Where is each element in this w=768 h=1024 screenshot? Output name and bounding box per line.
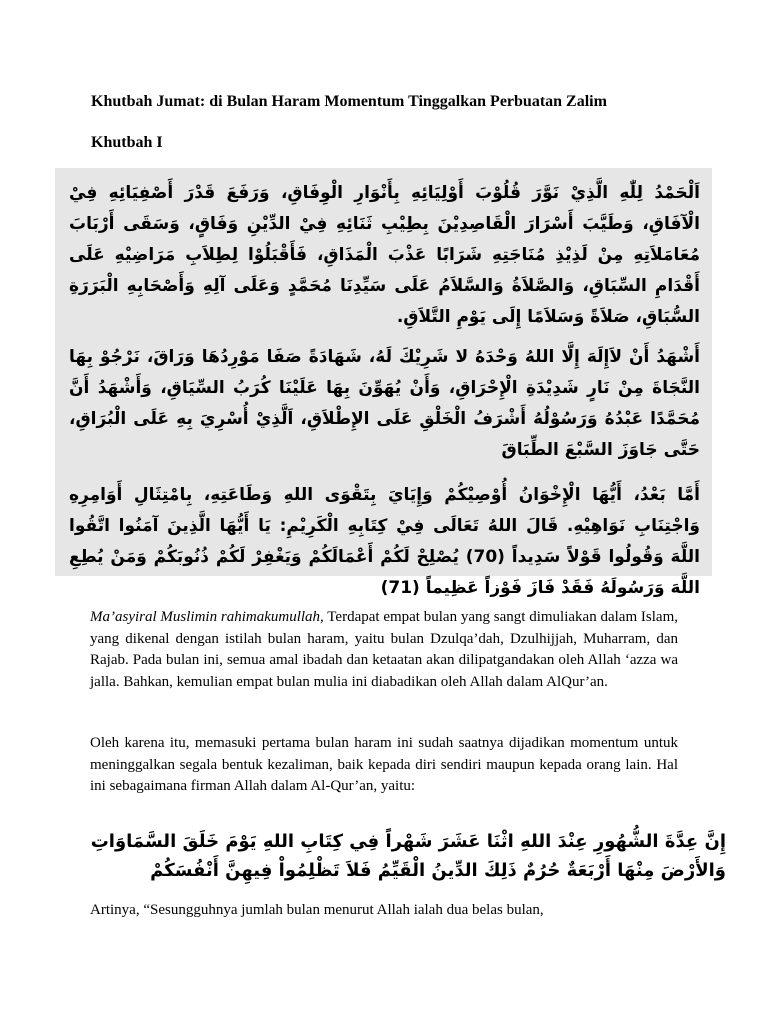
- document-title: Khutbah Jumat: di Bulan Haram Momentum Tinggalkan Perbuatan Zalim: [91, 93, 607, 110]
- quran-verse-arabic: إِنَّ عِدَّةَ الشُّهُورِ عِنْدَ اللهِ اثْنَا عَشَرَ شَهْراً فِي كِتَابِ اللهِ يَوْمَ خَلَقَ السَّمَاوَاتِ وَالأَرْضَ مِنْهَا أَرْبَعَةٌ حُرُمٌ ذَلِكَ الدِّينُ الْقَيِّمُ فَلاَ تَظْلِمُواْ فِيهِنَّ أَنْفُسَكُمْ: [90, 831, 726, 881]
- verse-translation: Artinya, “Sesungguhnya jumlah bulan menurut Allah ialah dua belas bulan,: [90, 902, 544, 918]
- paragraph-momentum: Oleh karena itu, memasuki pertama bulan haram ini sudah saatnya dijadikan momentum untuk meninggalkan segala bentuk kezaliman, baik kepada diri sendiri maupun kepada orang lain. Hal ini sebagaimana firman Allah dalam Al-Qur’an, yaitu:: [90, 735, 678, 794]
- paragraph-intro-lead: Ma’asyiral Muslimin rahimakumullah,: [90, 609, 324, 625]
- arabic-syahadat: أَشْهَدُ أَنْ لاَإِلَهَ إِلَّا اللهُ وَحْدَهُ لا شَرِيْكَ لَهُ، شَهَادَةً صَفَا مَوْرِدُهَا وَرَاقَ، نَرْجُوْ بِهَا النَّجَاةَ مِنْ نَارٍ شَدِيْدَةِ الْإِحْرَاقِ، وَأَنْ يُهَوِّنَ بِهَا عَلَيْنَا كُرَبُ السِّيَاقِ، وَأَشْهَدُ أَنَّ مُحَمَّدًا عَبْدُهُ وَرَسُوْلُهُ أَشْرَفُ الْخَلْقِ عَلَى الإِطْلاَقِ، اَلَّذِيْ أُسْرِيَ بِهِ عَلَى الْبُرَاقِ، حَتَّى جَاوَزَ السَّبْعَ الطِّبَاقَ: [69, 347, 700, 460]
- arabic-hamdalah: اَلْحَمْدُ لِلّٰهِ الَّذِيْ نَوَّرَ قُلُوْبَ أَوْلِيَائِهِ بِأَنْوَارِ الْوِفَاقِ، وَرَفَعَ قَدْرَ أَصْفِيَائِهِ فِيْ الْآفَاقِ، وَطَيَّبَ أَسْرَارَ الْقَاصِدِيْنَ بِطِيْبِ ثَنَائِهِ فِيْ الدِّيْنِ وَفَاقٍ، وَسَقَى أَرْبَابَ مُعَامَلاَتِهِ مِنْ لَذِيْذِ مُنَاجَتِهِ شَرَابًا عَذْبَ الْمَذَاقِ، فَأَقْبَلُوْا لِطِلاَبِ مَرَاضِيْهِ عَلَى أَقْدَامِ السِّبَاقِ، وَالصَّلاَةُ وَالسَّلاَمُ عَلَى سَيِّدِنَا مُحَمَّدٍ وَعَلَى آلِهِ وَأَصْحَابِهِ الْبَرَرَةِ السُّبَاقِ، صَلاَةً وَسَلاَمًا إِلَى يَوْمِ التَّلاَقِ.: [69, 183, 700, 327]
- section-heading: Khutbah I: [91, 134, 163, 151]
- paragraph-intro-body: Terdapat empat bulan yang sangt dimuliakan dalam Islam, yang dikenal dengan istilah bulan haram, yaitu bulan Dzulqa’dah, Dzulhijjah, Muharram, dan Rajab. Pada bulan ini, semua amal ibadah dan ketaatan akan dilipatgandakan oleh Allah ‘azza wa jalla. Bahkan, kemulian empat bulan mulia ini diabadikan oleh Allah dalam AlQur’an.: [90, 609, 678, 690]
- arabic-opening-block: [55, 168, 712, 598]
- arabic-wasiat: أَمَّا بَعْدُ، أَيُّهَا الْإِخْوَانُ أُوْصِيْكُمْ وَإِيَايَ بِتَقْوَى اللهِ وَطَاعَتِهِ، بِامْتِثَالِ أَوَامِرِهِ وَاجْتِنَابِ نَوَاهِيْهِ. قَالَ اللهُ تَعَالَى فِيْ كِتَابِهِ الْكَرِيْمِ: يَا أَيُّهَا الَّذِينَ آمَنُوا اتَّقُوا اللَّهَ وَقُولُوا قَوْلاً سَدِيداً (70) يُصْلِحْ لَكُمْ أَعْمَالَكُمْ وَيَغْفِرْ لَكُمْ ذُنُوبَكُمْ وَمَنْ يُطِعِ اللَّهَ وَرَسُولَهُ فَقَدْ فَازَ فَوْزاً عَظِيماً (71): [69, 485, 700, 598]
- paragraph-intro: [90, 607, 678, 693]
